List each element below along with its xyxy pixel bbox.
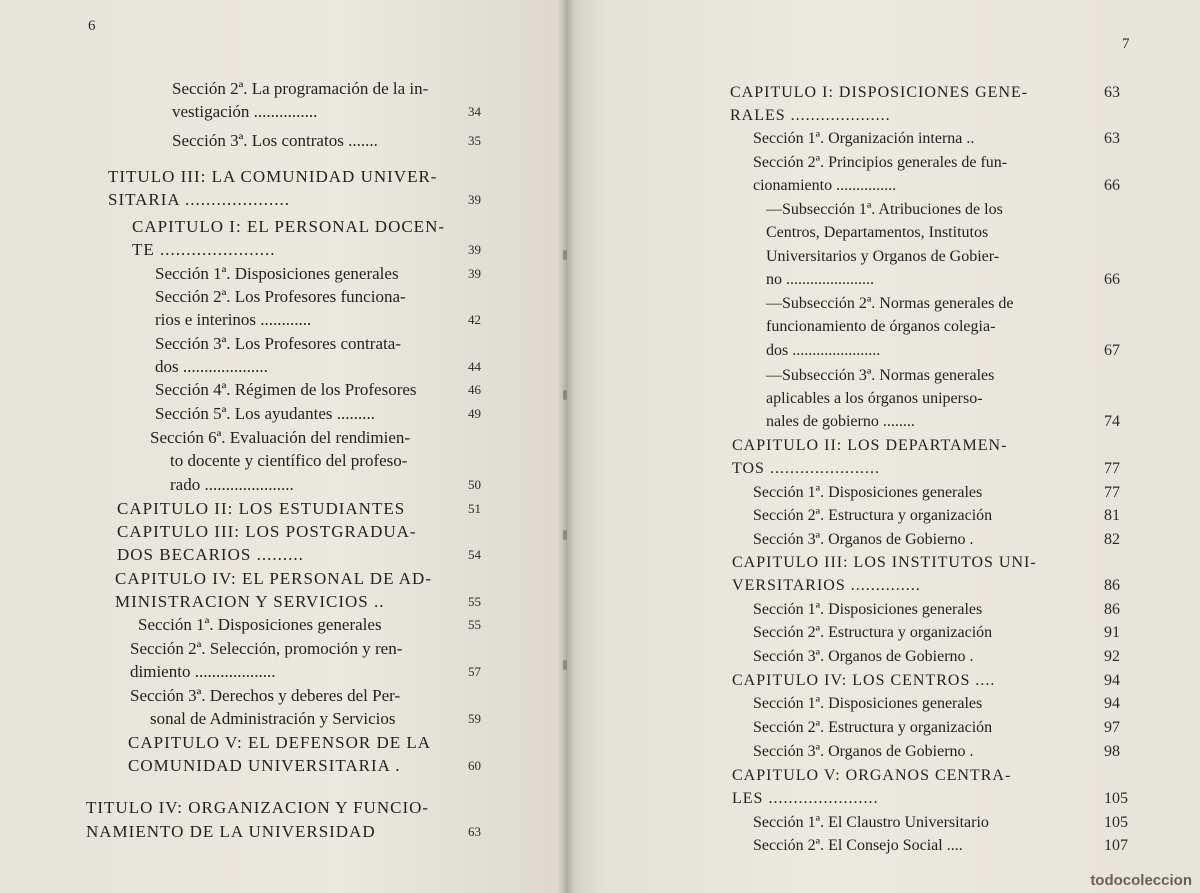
toc-page-number: 86 xyxy=(1104,601,1120,618)
toc-page-number: 39 xyxy=(468,242,481,257)
toc-page-number: 97 xyxy=(1104,719,1120,736)
toc-entry: CAPITULO III: LOS INSTITUTOS UNI- xyxy=(732,554,1037,571)
toc-page-number: 77 xyxy=(1104,460,1120,477)
toc-page-number: 54 xyxy=(468,547,481,562)
toc-entry: to docente y científico del profeso- xyxy=(170,451,408,470)
toc-entry: Sección 1ª. Disposiciones generales xyxy=(753,601,983,618)
page-number-right: 7 xyxy=(1122,36,1130,52)
toc-page-number: 63 xyxy=(1104,84,1120,101)
toc-page-number: 74 xyxy=(1104,413,1120,430)
toc-entry: TOS ...................... xyxy=(732,460,880,477)
toc-entry: CAPITULO V: EL DEFENSOR DE LA xyxy=(128,733,432,752)
toc-page-number: 94 xyxy=(1104,695,1120,712)
toc-entry: Sección 2ª. Principios generales de fun- xyxy=(753,154,1008,171)
toc-entry: nales de gobierno ........ xyxy=(766,413,915,430)
toc-page-number: 67 xyxy=(1104,342,1120,359)
toc-page-number: 81 xyxy=(1104,507,1120,524)
toc-entry: Universitarios y Organos de Gobier- xyxy=(766,248,1000,265)
toc-entry: —Subsección 3ª. Normas generales xyxy=(766,367,995,384)
toc-entry: dimiento ................... xyxy=(130,662,276,681)
toc-entry: Sección 3ª. Organos de Gobierno . xyxy=(753,743,974,760)
toc-entry: RALES .................... xyxy=(730,107,891,124)
toc-entry: TE ...................... xyxy=(132,240,276,259)
toc-entry: LES ...................... xyxy=(732,790,879,807)
toc-entry: Sección 2ª. Estructura y organización xyxy=(753,507,993,524)
toc-page-number: 42 xyxy=(468,312,481,327)
toc-entry: Sección 3ª. Organos de Gobierno . xyxy=(753,531,974,548)
toc-page-number: 86 xyxy=(1104,577,1120,594)
toc-entry: DOS BECARIOS ......... xyxy=(117,545,304,564)
toc-entry: CAPITULO V: ORGANOS CENTRA- xyxy=(732,767,1012,784)
toc-entry: Sección 2ª. Estructura y organización xyxy=(753,719,993,736)
toc-entry: funcionamiento de órganos colegia- xyxy=(766,318,996,335)
toc-entry: Sección 1ª. Disposiciones generales xyxy=(138,615,382,634)
book-spine xyxy=(558,0,574,893)
toc-entry: CAPITULO II: LOS DEPARTAMEN- xyxy=(732,437,1008,454)
toc-page-number: 82 xyxy=(1104,531,1120,548)
toc-page-number: 34 xyxy=(468,104,481,119)
left-page xyxy=(0,0,566,893)
toc-entry: Sección 1ª. El Claustro Universitario xyxy=(753,814,989,831)
toc-entry: Sección 1ª. Disposiciones generales xyxy=(753,695,983,712)
toc-page-number: 55 xyxy=(468,617,481,632)
toc-page-number: 63 xyxy=(468,824,481,839)
toc-entry: dos ...................... xyxy=(766,342,881,359)
toc-entry: MINISTRACION Y SERVICIOS .. xyxy=(115,592,385,611)
toc-entry: CAPITULO III: LOS POSTGRADUA- xyxy=(117,522,417,541)
toc-entry: rado ..................... xyxy=(170,475,294,494)
toc-entry: CAPITULO I: DISPOSICIONES GENE- xyxy=(730,84,1029,101)
binding-stitch xyxy=(563,390,567,400)
toc-page-number: 57 xyxy=(468,664,481,679)
toc-page-number: 105 xyxy=(1104,814,1128,831)
toc-page-number: 39 xyxy=(468,192,481,207)
binding-stitch xyxy=(563,660,567,670)
toc-entry: Sección 4ª. Régimen de los Profesores xyxy=(155,380,417,399)
toc-entry: COMUNIDAD UNIVERSITARIA . xyxy=(128,756,401,775)
toc-entry: TITULO III: LA COMUNIDAD UNIVER- xyxy=(108,167,438,186)
toc-page-number: 50 xyxy=(468,477,481,492)
toc-entry: dos .................... xyxy=(155,357,268,376)
page-number-left: 6 xyxy=(88,18,96,34)
toc-entry: NAMIENTO DE LA UNIVERSIDAD xyxy=(86,822,376,841)
toc-entry: Sección 6ª. Evaluación del rendimien- xyxy=(150,428,411,447)
toc-entry: rios e interinos ............ xyxy=(155,310,312,329)
watermark: todocoleccion xyxy=(1090,872,1192,889)
toc-entry: Sección 3ª. Los Profesores contrata- xyxy=(155,334,401,353)
toc-entry: Centros, Departamentos, Institutos xyxy=(766,224,989,241)
toc-entry: Sección 2ª. Los Profesores funciona- xyxy=(155,287,406,306)
toc-page-number: 49 xyxy=(468,406,481,421)
right-page xyxy=(566,0,1200,893)
toc-entry: Sección 3ª. Los contratos ....... xyxy=(172,131,378,150)
toc-entry: Sección 1ª. Disposiciones generales xyxy=(753,484,983,501)
toc-page-number: 105 xyxy=(1104,790,1128,807)
toc-page-number: 63 xyxy=(1104,130,1120,147)
toc-entry: aplicables a los órganos uniperso- xyxy=(766,390,983,407)
toc-page-number: 44 xyxy=(468,359,481,374)
toc-page-number: 35 xyxy=(468,133,481,148)
toc-page-number: 59 xyxy=(468,711,481,726)
toc-page-number: 55 xyxy=(468,594,481,609)
toc-entry: TITULO IV: ORGANIZACION Y FUNCIO- xyxy=(86,798,430,817)
toc-entry: Sección 3ª. Organos de Gobierno . xyxy=(753,648,974,665)
toc-page-number: 107 xyxy=(1104,837,1128,854)
toc-entry: Sección 2ª. El Consejo Social .... xyxy=(753,837,963,854)
toc-entry: SITARIA .................... xyxy=(108,190,291,209)
toc-entry: Sección 2ª. Estructura y organización xyxy=(753,624,993,641)
toc-entry: Sección 1ª. Organización interna .. xyxy=(753,130,975,147)
toc-entry: Sección 5ª. Los ayudantes ......... xyxy=(155,404,375,423)
toc-page-number: 66 xyxy=(1104,177,1120,194)
toc-entry: —Subsección 1ª. Atribuciones de los xyxy=(766,201,1003,218)
toc-entry: VERSITARIOS .............. xyxy=(732,577,921,594)
toc-entry: vestigación ............... xyxy=(172,102,318,121)
binding-stitch xyxy=(563,530,567,540)
toc-page-number: 91 xyxy=(1104,624,1120,641)
toc-entry: Sección 3ª. Derechos y deberes del Per- xyxy=(130,686,401,705)
toc-entry: sonal de Administración y Servicios xyxy=(150,709,396,728)
toc-page-number: 51 xyxy=(468,501,481,516)
toc-page-number: 92 xyxy=(1104,648,1120,665)
toc-page-number: 60 xyxy=(468,758,481,773)
toc-page-number: 98 xyxy=(1104,743,1120,760)
toc-entry: —Subsección 2ª. Normas generales de xyxy=(766,295,1014,312)
toc-entry: CAPITULO I: EL PERSONAL DOCEN- xyxy=(132,217,446,236)
toc-entry: Sección 1ª. Disposiciones generales xyxy=(155,264,399,283)
toc-entry: CAPITULO IV: EL PERSONAL DE AD- xyxy=(115,569,432,588)
toc-entry: cionamiento ............... xyxy=(753,177,897,194)
binding-stitch xyxy=(563,250,567,260)
toc-page-number: 77 xyxy=(1104,484,1120,501)
toc-entry: Sección 2ª. Selección, promoción y ren- xyxy=(130,639,403,658)
toc-page-number: 39 xyxy=(468,266,481,281)
toc-entry: CAPITULO II: LOS ESTUDIANTES xyxy=(117,499,406,518)
toc-page-number: 46 xyxy=(468,382,481,397)
toc-page-number: 66 xyxy=(1104,271,1120,288)
toc-entry: no ...................... xyxy=(766,271,874,288)
toc-page-number: 94 xyxy=(1104,672,1120,689)
toc-entry: CAPITULO IV: LOS CENTROS .... xyxy=(732,672,996,689)
toc-entry: Sección 2ª. La programación de la in- xyxy=(172,79,429,98)
